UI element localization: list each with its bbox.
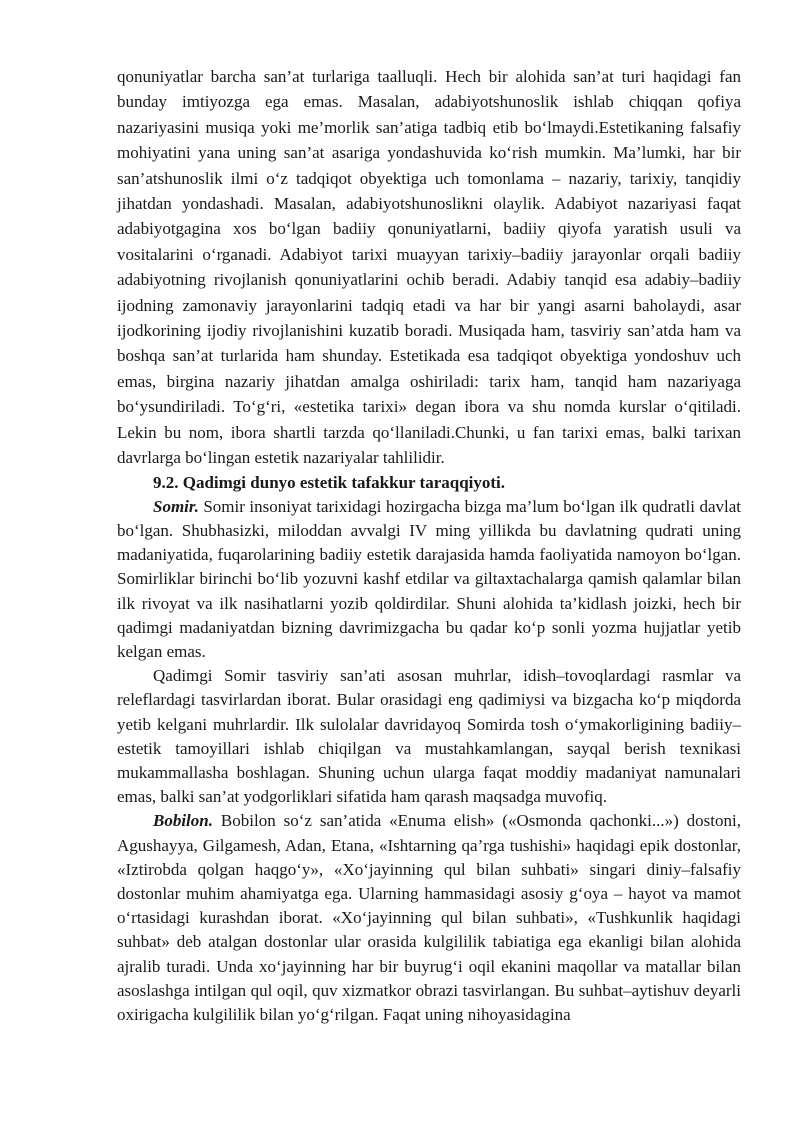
run-in-heading-bobilon: Bobilon. [153, 811, 213, 831]
paragraph-somir-art: Qadimgi Somir tasviriy san’ati asosan muhrlar, idish–tovoqlardagi rasmlar va releflardagi tasvirlardan iborat. Bular orasidagi eng qadimiysi va bizgacha ko‘p miqdorda yetib kelgani muhrlardir. Ilk sulolalar davridayoq Somirda tosh o‘ymakorligining badiiy–estetik tamoyillari ishlab chiqilgan va mustahkamlangan, sayqal berish texnikasi mukammallasha boshlagan. Shuning uchun ularga faqat moddiy madaniyat namunalari emas, balki san’at yodgorliklari sifatida ham qarash maqsadga muvofiq. [117, 666, 741, 807]
run-in-heading-somir: Somir. [153, 496, 199, 516]
paragraph-somir-text: Somir insoniyat tarixidagi hozirgacha bizga ma’lum bo‘lgan ilk qudratli davlat bo‘lgan. Shubhasizki, miloddan avvalgi IV ming yillikda bu davlatning qudrati uning madaniyatida, fuqarolarining badiiy estetik darajasida hamda faoliyatida namoyon bo‘lgan. Somirliklar birinchi bo‘lib yozuvni kashf etdilar va giltaxtachalarga qamish qalamlar bilan ilk rivoyat va ilk nasihatlarni yozib qoldirdilar. Shuni alohida ta’kidlash joizki, hech bir qadimgi madaniyatdan bizning davrimizgacha bu qadar ko‘p sonli yozma hujjatlar yetib kelgan emas. [117, 496, 741, 661]
paragraph-continued: qonuniyatlar barcha san’at turlariga taalluqli. Hech bir alohida san’at turi haqidagi fan bunday imtiyozga ega emas. Masalan, adabiyotshunoslik ishlab chiqqan qofiya nazariyasini musiqa yoki me’morlik san’atiga tadbiq etib bo‘lmaydi.Estetikaning falsafiy mohiyatini yana uning san’at asariga yondashuvida ko‘rish mumkin. Ma’lumki, har bir san’atshunoslik ilmi o‘z tadqiqot obyektiga uch tomonlama – nazariy, tarixiy, tanqidiy jihatdan yondashadi. Masalan, adabiyotshunoslikni olaylik. Adabiyot nazariyasi faqat adabiyotgagina xos bo‘lgan badiiy qonuniyatlarni, badiiy qiyofa yaratish usuli va vositalarini o‘rganadi. Adabiyot tarixi muayyan tarixiy–badiiy jarayonlar orqali badiiy adabiyotning rivojlanish qonuniyatlarini ochib beradi. Adabiy tanqid esa adabiy–badiiy ijodning zamonaviy jarayonlarini tadqiq etadi va har bir yangi asarni baholaydi, asar ijodkorining ijodiy rivojlanishini kuzatib boradi. Musiqada ham, tasviriy san’atda ham va boshqa san’at turlarida ham shunday. Estetikada esa tadqiqot obyektiga yondoshuv uch emas, birgina nazariy jihatdan amalga oshiriladi: tarix ham, tanqid ham nazariyaga bo‘ysundiriladi. To‘g‘ri, «estetika tarixi» degan ibora va shu nomda kurslar o‘qitiladi. Lekin bu nom, ibora shartli tarzda qo‘llaniladi.Chunki, u fan tarixi emas, balki tarixan davrlarga bo‘lingan estetik nazariyalar tahlilidir. [117, 67, 741, 468]
paragraph-somir [117, 495, 741, 664]
document-page [117, 64, 741, 1027]
paragraph-bobilon [117, 809, 741, 1027]
section-heading: 9.2. Qadimgi dunyo estetik tafakkur taraqqiyoti. [153, 472, 506, 492]
paragraph-bobilon-text: Bobilon so‘z san’atida «Enuma elish» («Osmonda qachonki...») dostoni, Agushayya, Gilgamesh, Adan, Etana, «Ishtarning qa’rga tushishi» haqidagi epik dostonlar, «Iztirobda qolgan haqgo‘y», «Xo‘jayinning qul bilan suhbati» singari diniy–falsafiy dostonlar muhim ahamiyatga ega. Ularning hammasidagi asosiy g‘oya – hayot va mamot o‘rtasidagi kurashdan iborat. «Xo‘jayinning qul bilan suhbati», «Tushkunlik haqidagi suhbat» deb atalgan dostonlar ular orasida kulgililik tabiatiga ega ekanligi bilan alohida ajralib turadi. Unda xo‘jayinning har bir buyrug‘i oqil ekanini maqollar va matallar bilan asoslashga intilgan qul oqil, quv xizmatkor obrazi tasvirlangan. Bu suhbat–aytishuv deyarli oxirigacha kulgililik bilan yo‘g‘rilgan. Faqat uning nihoyasidagina [117, 811, 741, 1024]
